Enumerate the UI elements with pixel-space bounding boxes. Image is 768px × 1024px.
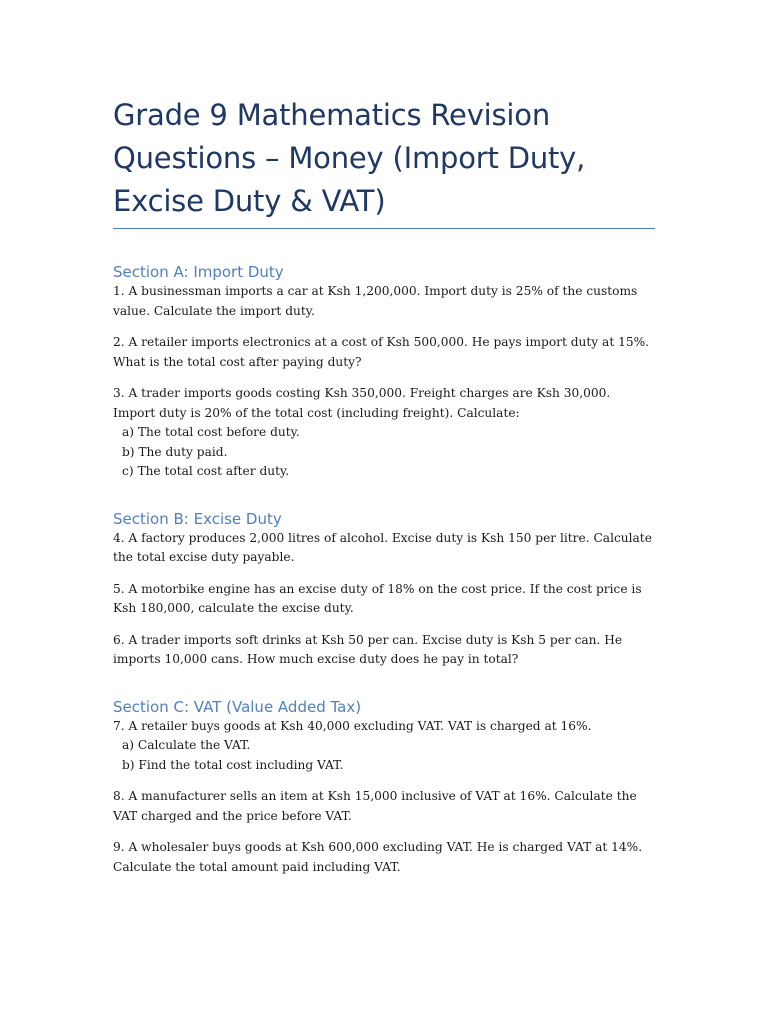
title-underline [113, 228, 655, 229]
question-part: b) The duty paid. [122, 444, 228, 459]
question-4 [113, 529, 655, 568]
question-5 [113, 580, 655, 619]
question-9 [113, 838, 655, 877]
question-text: 8. A manufacturer sells an item at Ksh 15,000 inclusive of VAT at 16%. Calculate the VAT charged and the price before VAT. [113, 789, 637, 823]
question-part: a) Calculate the VAT. [122, 738, 251, 752]
question-text: 9. A wholesaler buys goods at Ksh 600,000 excluding VAT. He is charged VAT at 14%. Calculate the total amount paid including VAT. [113, 840, 643, 874]
section-a-questions [113, 282, 655, 482]
document-title: Grade 9 Mathematics Revision Questions – Money (Import Duty, Excise Duty & VAT) [113, 98, 586, 218]
question-text: 7. A retailer buys goods at Ksh 40,000 excluding VAT. VAT is charged at 16%. [113, 718, 592, 733]
question-text: 1. A businessman imports a car at Ksh 1,200,000. Import duty is 25% of the customs value. Calculate the import duty. [113, 284, 638, 318]
question-text: 4. A factory produces 2,000 litres of alcohol. Excise duty is Ksh 150 per litre. Calculate the total excise duty payable. [113, 530, 652, 564]
section-heading-vat: Section C: VAT (Value Added Tax) [113, 697, 362, 716]
question-part: c) The total cost after duty. [122, 464, 290, 478]
question-part: a) The total cost before duty. [122, 425, 300, 439]
section-heading-excise-duty: Section B: Excise Duty [113, 509, 282, 528]
question-text: 5. A motorbike engine has an excise duty of 18% on the cost price. If the cost price is Ksh 180,000, calculate the excise duty. [113, 581, 642, 615]
question-text: 2. A retailer imports electronics at a cost of Ksh 500,000. He pays import duty at 15%. What is the total cost after paying duty? [113, 335, 650, 369]
question-text: 6. A trader imports soft drinks at Ksh 50 per can. Excise duty is Ksh 5 per can. He imports 10,000 cans. How much excise duty does he pay in total? [113, 632, 623, 666]
question-1 [113, 282, 655, 321]
question-8 [113, 787, 655, 826]
question-6 [113, 631, 655, 670]
section-heading-import-duty: Section A: Import Duty [113, 263, 284, 281]
question-2 [113, 333, 655, 372]
section-c-questions [113, 717, 655, 878]
section-b-questions [113, 529, 655, 670]
question-3 [113, 384, 655, 482]
question-7 [113, 717, 655, 776]
question-part: b) Find the total cost including VAT. [122, 757, 344, 772]
question-text: 3. A trader imports goods costing Ksh 350,000. Freight charges are Ksh 30,000. Import duty is 20% of the total cost (including freight). Calculate: [113, 386, 611, 420]
